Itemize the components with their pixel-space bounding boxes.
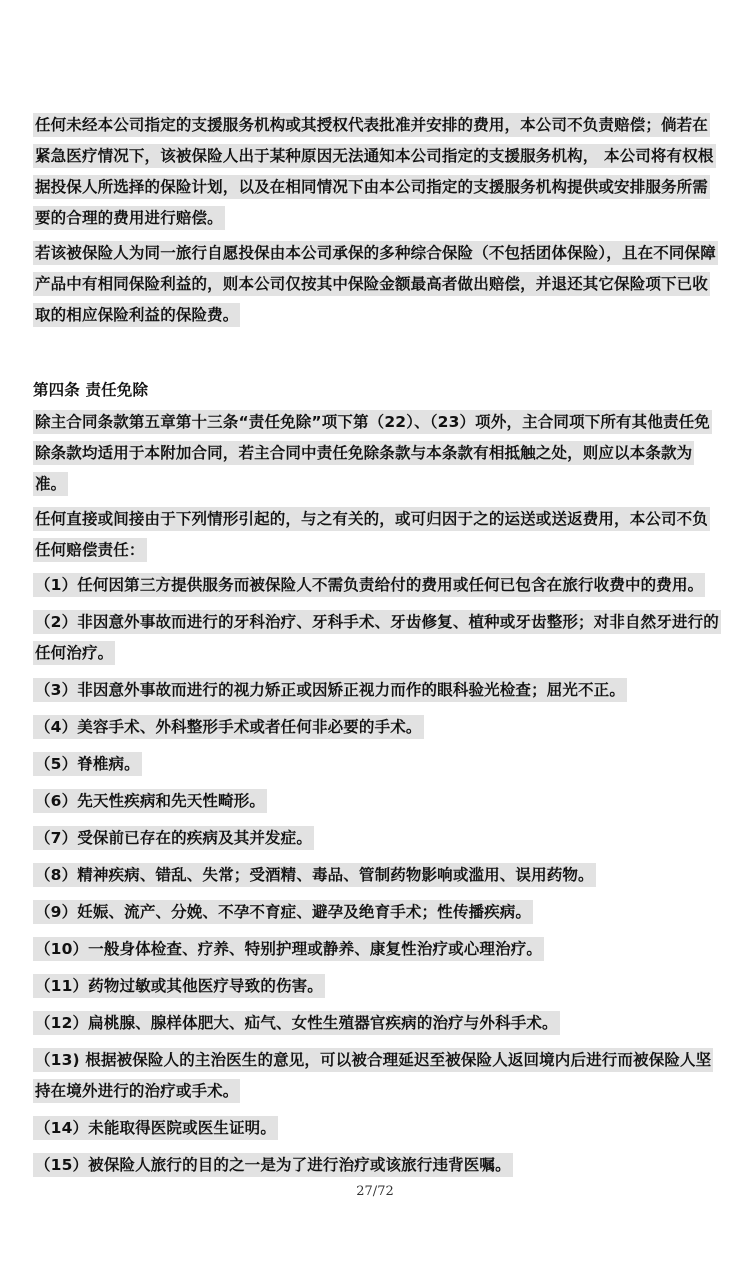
list-item: （14）未能取得医院或医生证明。 (33, 1113, 719, 1144)
list-item: （9）妊娠、流产、分娩、不孕不育症、避孕及绝育手术；性传播疾病。 (33, 897, 719, 928)
list-item: （5）脊椎病。 (33, 749, 719, 780)
list-item: （15）被保险人旅行的目的之一是为了进行治疗或该旅行违背医嘱。 (33, 1150, 719, 1181)
list-item: （4）美容手术、外科整形手术或者任何非必要的手术。 (33, 712, 719, 743)
document-body (33, 110, 719, 1187)
list-item: （8）精神疾病、错乱、失常；受酒精、毒品、管制药物影响或滥用、误用药物。 (33, 860, 719, 891)
list-item: （7）受保前已存在的疾病及其并发症。 (33, 823, 719, 854)
paragraph-exclusion-lead: 任何直接或间接由于下列情形引起的，与之有关的，或可归因于之的运送或送返费用，本公司不负任何赔偿责任： (33, 504, 719, 566)
list-item: （3）非因意外事故而进行的视力矫正或因矫正视力而作的眼科验光检查；屈光不正。 (33, 675, 719, 706)
section-title: 第四条 责任免除 (33, 381, 149, 399)
list-item: （10）一般身体检查、疗养、特别护理或静养、康复性治疗或心理治疗。 (33, 934, 719, 965)
paragraph-support-service: 任何未经本公司指定的支援服务机构或其授权代表批准并安排的费用，本公司不负责赔偿；倘若在紧急医疗情况下，该被保险人出于某种原因无法通知本公司指定的支援服务机构， 本公司将有权根据投保人所选择的保险计划，以及在相同情况下由本公司指定的支援服务机构提供或安排服务所需要的合理的费用进行赔偿。 (33, 110, 719, 234)
paragraph-exclusion-intro: 除主合同条款第五章第十三条“责任免除”项下第（22）、（23）项外，主合同项下所有其他责任免除条款均适用于本附加合同，若主合同中责任免除条款与本条款有相抵触之处，则应以本条款为准。 (33, 407, 719, 500)
section-spacer (33, 335, 719, 375)
list-item: （6）先天性疾病和先天性畸形。 (33, 786, 719, 817)
page-number: 27/72 (356, 1184, 394, 1199)
exclusion-list (33, 570, 719, 1181)
list-item: （11）药物过敏或其他医疗导致的伤害。 (33, 971, 719, 1002)
list-item: （1）任何因第三方提供服务而被保险人不需负责给付的费用或任何已包含在旅行收费中的费用。 (33, 570, 719, 601)
list-item: （12）扁桃腺、腺样体肥大、疝气、女性生殖器官疾病的治疗与外科手术。 (33, 1008, 719, 1039)
list-item: （2）非因意外事故而进行的牙科治疗、牙科手术、牙齿修复、植种或牙齿整形；对非自然牙进行的任何治疗。 (33, 607, 719, 669)
list-item: （13) 根据被保险人的主治医生的意见，可以被合理延迟至被保险人返回境内后进行而被保险人坚持在境外进行的治疗或手术。 (33, 1045, 719, 1107)
paragraph-multiple-insurance: 若该被保险人为同一旅行自愿投保由本公司承保的多种综合保险（不包括团体保险），且在不同保障产品中有相同保险利益的，则本公司仅按其中保险金额最高者做出赔偿，并退还其它保险项下已收取的相应保险利益的保险费。 (33, 238, 719, 331)
